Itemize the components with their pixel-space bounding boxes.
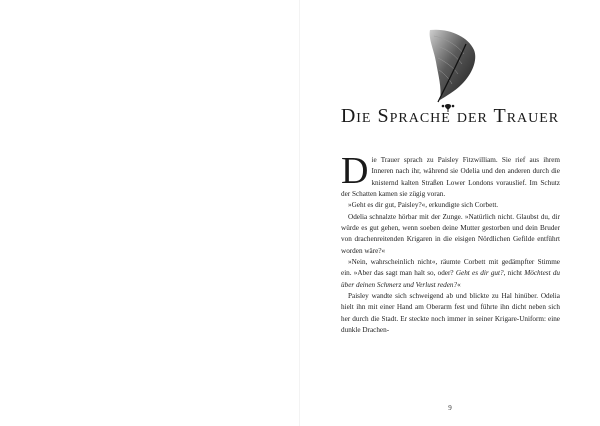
paragraph-4-italic-1: Geht es dir gut? — [455, 269, 504, 278]
paragraph-4-italic-2: Möchtest du über deinen Schmerz und Verlust reden? — [341, 269, 561, 289]
paragraph-4 — [341, 257, 560, 291]
paragraph-2: »Geht es dir gut, Paisley?«, erkundigte sich Corbett. — [348, 201, 499, 210]
chapter-title: Die Sprache der Trauer — [340, 105, 560, 127]
paragraph-4-text-a: »Nein, wahrscheinlich nicht«, räumte Corbett mit gedämpfter Stimme ein. »Aber das sagt man halt so, oder? — [341, 258, 560, 278]
page-number: 9 — [448, 404, 452, 412]
paragraph-3: Odelia schnalzte hörbar mit der Zunge. »Natürlich nicht. Glaubst du, dir würde es gut gehen, wenn soeben deine Mutter gestorben und dein Bruder von drachenreitenden Krigaren in die eisigen Nördlichen Gefilde entführt worden wäre?« — [341, 212, 560, 255]
paragraph-5: Paisley wandte sich schweigend ab und blickte zu Hal hinüber. Odelia hielt ihn mit einer Hand am Oberarm fest und führte ihn dicht neben sich her durch die Stadt. Er steckte noch immer in seiner Krigare-Uniform: eine dunkle Drachen- — [341, 292, 560, 335]
paragraph-4-text-c: , nicht — [503, 269, 525, 278]
feather-quill-icon — [408, 22, 488, 114]
paragraph-1-text: ie Trauer sprach zu Paisley Fitzwilliam. Sie rief aus ihrem Inneren nach ihr, während sie Odelia und den anderen durch die knisternd kalten Straßen Lower Londons vorauslief. Im Schutz der Schatten kamen sie zügig voran. — [341, 156, 560, 199]
drop-cap: D — [341, 150, 369, 192]
paragraph-4-text-e: « — [457, 280, 461, 289]
paragraph-1 — [341, 150, 560, 200]
chapter-body-text — [341, 150, 561, 337]
